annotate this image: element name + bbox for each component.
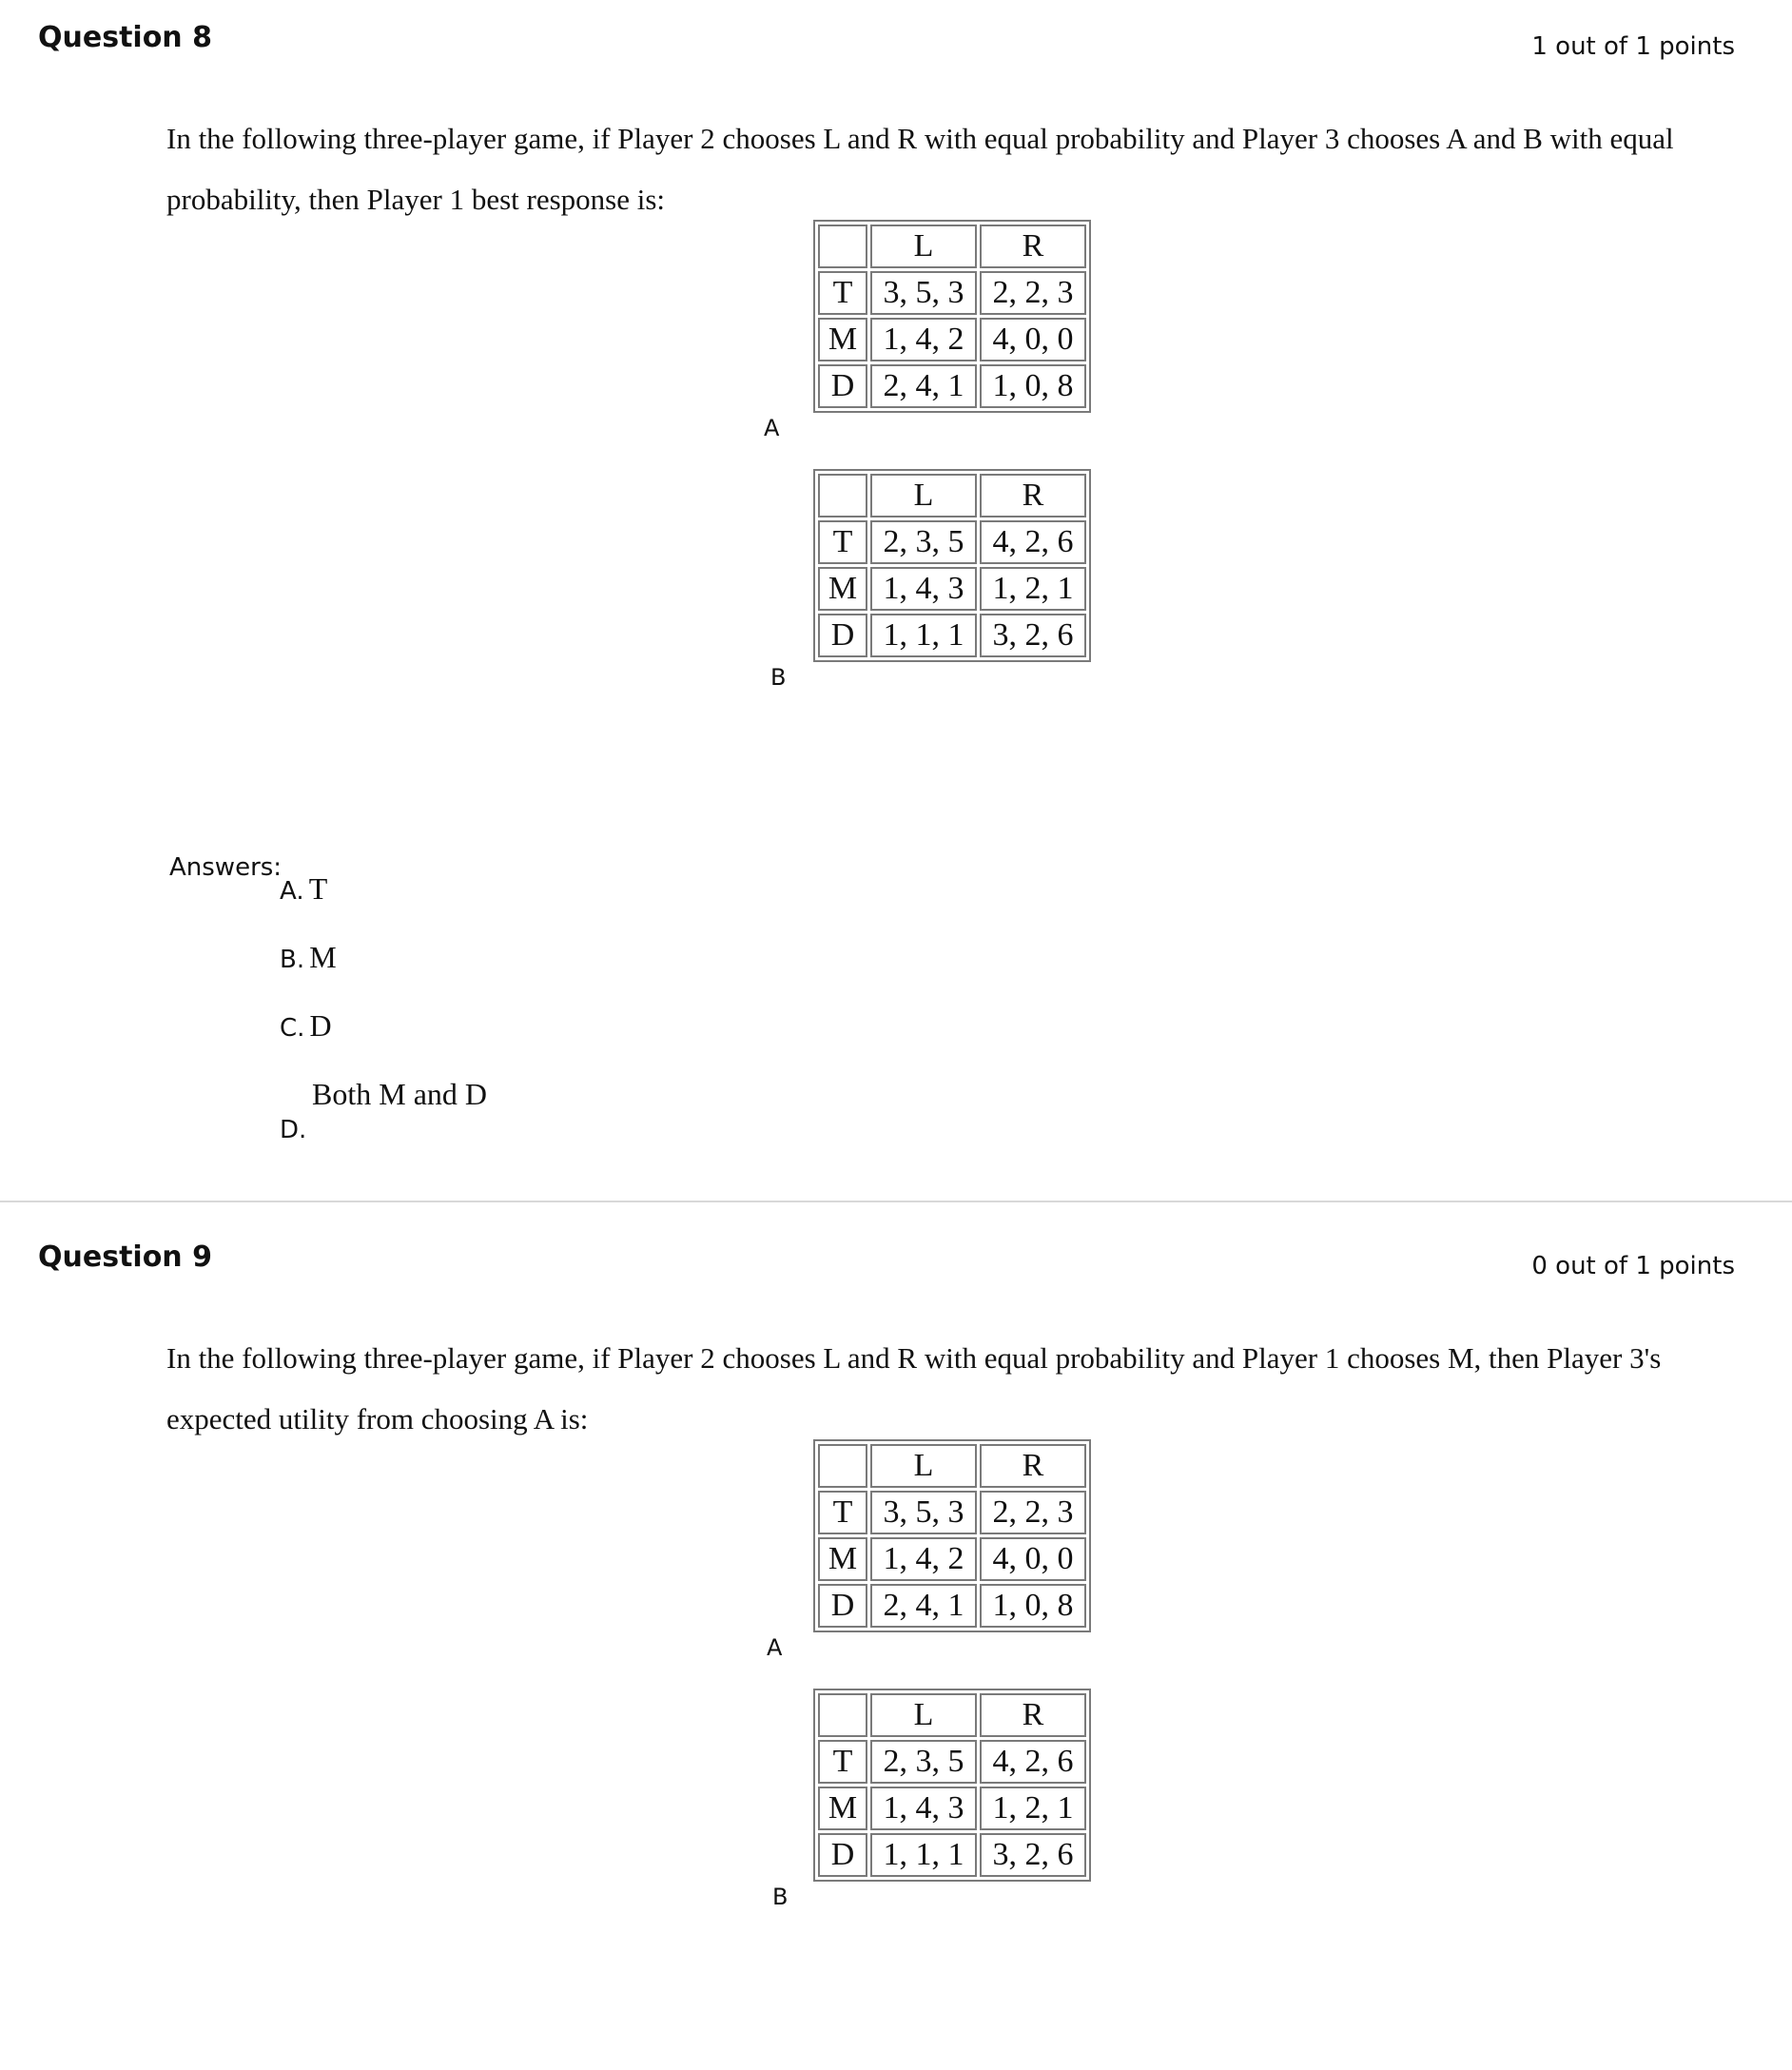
answers-label: Answers: — [169, 853, 282, 882]
column-header-r: R — [980, 1693, 1086, 1737]
row-header: T — [818, 271, 867, 315]
payoff-cell: 2, 4, 1 — [870, 364, 977, 408]
payoff-cell: 2, 3, 5 — [870, 520, 977, 564]
question-9-text: In the following three-player game, if Player 2 chooses L and R with equal probability and Player 1 chooses M, then Player 3's expected utility from choosing A is: — [166, 1341, 1662, 1435]
matrix-label-b: B — [772, 1884, 789, 1910]
answer-letter: A. — [280, 877, 304, 906]
matrix-label-b: B — [770, 664, 787, 691]
matrix-header-row — [818, 225, 1086, 268]
payoff-cell: 1, 4, 2 — [870, 318, 977, 361]
payoff-matrix-a — [813, 220, 1091, 413]
row-header: M — [818, 567, 867, 611]
answer-letter: C. — [280, 1014, 305, 1043]
answer-option-b — [280, 940, 337, 975]
payoff-cell: 2, 2, 3 — [980, 1491, 1086, 1534]
answer-option-c — [280, 1008, 332, 1044]
row-header: M — [818, 1787, 867, 1830]
row-header: D — [818, 1584, 867, 1628]
row-header: T — [818, 1491, 867, 1534]
payoff-cell: 1, 2, 1 — [980, 567, 1086, 611]
payoff-cell: 1, 1, 1 — [870, 614, 977, 657]
payoff-cell: 3, 2, 6 — [980, 614, 1086, 657]
answer-text: D — [309, 1008, 332, 1043]
row-header: D — [818, 614, 867, 657]
payoff-matrix-a — [813, 1439, 1091, 1632]
matrix-label-a: A — [764, 415, 780, 441]
matrix-header-row — [818, 1693, 1086, 1737]
column-header-r: R — [980, 474, 1086, 518]
payoff-cell: 1, 4, 3 — [870, 567, 977, 611]
matrix-header-row — [818, 1444, 1086, 1488]
payoff-cell: 4, 0, 0 — [980, 318, 1086, 361]
payoff-cell: 3, 5, 3 — [870, 1491, 977, 1534]
payoff-cell: 1, 1, 1 — [870, 1833, 977, 1877]
matrix-row — [818, 1787, 1086, 1830]
answer-text: T — [308, 871, 328, 906]
question-8-title: Question 8 — [38, 21, 212, 54]
column-header-l: L — [870, 225, 977, 268]
matrix-corner-cell — [818, 474, 867, 518]
payoff-cell: 2, 2, 3 — [980, 271, 1086, 315]
question-9-points: 0 out of 1 points — [1531, 1252, 1735, 1280]
matrix-row — [818, 271, 1086, 315]
matrix-row — [818, 567, 1086, 611]
payoff-matrix-b — [813, 469, 1091, 662]
question-8-text: In the following three-player game, if Player 2 chooses L and R with equal probability and Player 3 chooses A and B with equal probability, then Player 1 best response is: — [166, 122, 1674, 216]
matrix-corner-cell — [818, 225, 867, 268]
column-header-r: R — [980, 1444, 1086, 1488]
payoff-cell: 1, 4, 3 — [870, 1787, 977, 1830]
payoff-cell: 3, 2, 6 — [980, 1833, 1086, 1877]
answer-option-a — [280, 871, 327, 907]
matrix-row — [818, 1740, 1086, 1784]
payoff-cell: 1, 2, 1 — [980, 1787, 1086, 1830]
payoff-cell: 4, 0, 0 — [980, 1537, 1086, 1581]
payoff-cell: 1, 4, 2 — [870, 1537, 977, 1581]
row-header: M — [818, 318, 867, 361]
answer-text: M — [309, 940, 337, 974]
matrix-row — [818, 520, 1086, 564]
matrix-corner-cell — [818, 1693, 867, 1737]
column-header-r: R — [980, 225, 1086, 268]
row-header: M — [818, 1537, 867, 1581]
row-header: D — [818, 1833, 867, 1877]
column-header-l: L — [870, 474, 977, 518]
payoff-cell: 1, 0, 8 — [980, 1584, 1086, 1628]
row-header: T — [818, 520, 867, 564]
payoff-cell: 2, 4, 1 — [870, 1584, 977, 1628]
matrix-row — [818, 1491, 1086, 1534]
matrix-label-a: A — [767, 1634, 783, 1661]
question-divider — [0, 1201, 1792, 1202]
column-header-l: L — [870, 1693, 977, 1737]
matrix-row — [818, 1833, 1086, 1877]
answer-letter: D. — [280, 1116, 307, 1144]
payoff-matrix-b — [813, 1689, 1091, 1882]
matrix-row — [818, 614, 1086, 657]
answer-option-d — [280, 1077, 487, 1144]
payoff-cell: 4, 2, 6 — [980, 1740, 1086, 1784]
matrix-row — [818, 1537, 1086, 1581]
row-header: T — [818, 1740, 867, 1784]
answer-text: Both M and D — [312, 1077, 487, 1111]
matrix-row — [818, 318, 1086, 361]
question-8-points: 1 out of 1 points — [1531, 32, 1735, 61]
question-9-title: Question 9 — [38, 1240, 212, 1274]
column-header-l: L — [870, 1444, 977, 1488]
matrix-row — [818, 1584, 1086, 1628]
matrix-row — [818, 364, 1086, 408]
matrix-header-row — [818, 474, 1086, 518]
payoff-cell: 2, 3, 5 — [870, 1740, 977, 1784]
payoff-cell: 4, 2, 6 — [980, 520, 1086, 564]
answer-letter: B. — [280, 946, 305, 974]
matrix-corner-cell — [818, 1444, 867, 1488]
payoff-cell: 1, 0, 8 — [980, 364, 1086, 408]
row-header: D — [818, 364, 867, 408]
payoff-cell: 3, 5, 3 — [870, 271, 977, 315]
